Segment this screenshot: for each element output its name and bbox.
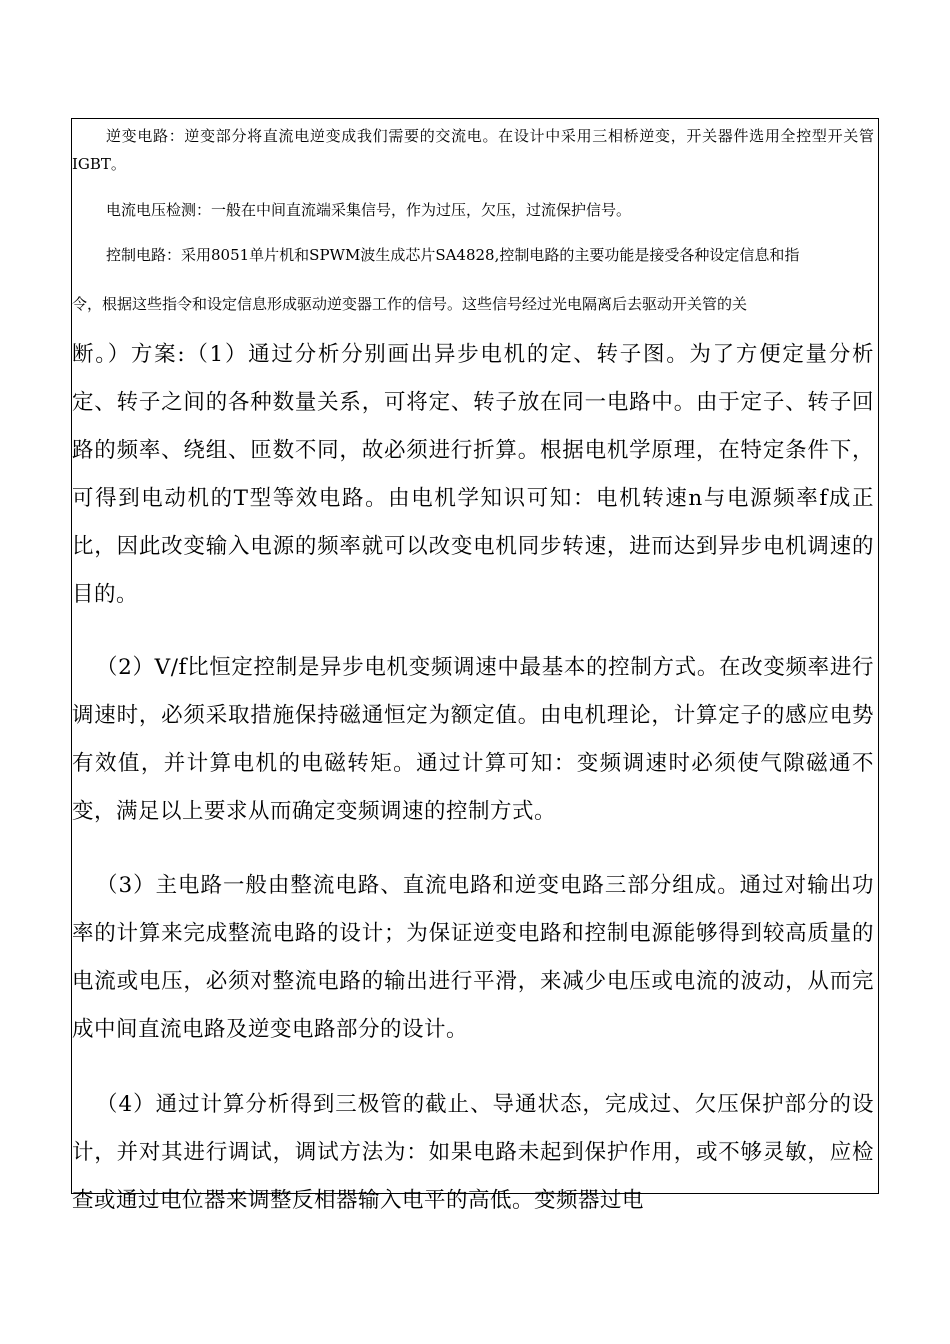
paragraph-scheme-2: （2）V/f比恒定控制是异步电机变频调速中最基本的控制方式。在改变频率进行调速时，必须采取措施保持磁通恒定为额定值。由电机理论，计算定子的感应电势有效值，并计算电机的电磁转矩。通过计算可知：变频调速时必须使气隙磁通不变，满足以上要求从而确定变频调速的控制方式。	[72, 655, 874, 824]
paragraph-control-circuit-line1: 控制电路：采用8051单片机和SPWM波生成芯片SA4828,控制电路的主要功能是接受各种设定信息和指	[106, 246, 800, 264]
paragraph-scheme-4: （4）通过计算分析得到三极管的截止、导通状态，完成过、欠压保护部分的设计，并对其进行调试，调试方法为：如果电路未起到保护作用，或不够灵敏，应检查或通过电位器来调整反相器输入电平的高低。变频器过电	[72, 1092, 874, 1213]
paragraph-inverter-circuit: 逆变电路：逆变部分将直流电逆变成我们需要的交流电。在设计中采用三相桥逆变，开关器件选用全控型开关管IGBT。	[72, 127, 874, 173]
paragraph-scheme-3: （3）主电路一般由整流电路、直流电路和逆变电路三部分组成。通过对输出功率的计算来完成整流电路的设计；为保证逆变电路和控制电源能够得到较高质量的电流或电压，必须对整流电路的输出进行平滑，来减少电压或电流的波动，从而完成中间直流电路及逆变电路部分的设计。	[72, 873, 874, 1042]
paragraph-scheme-1: 断。）方案:（1）通过分析分别画出异步电机的定、转子图。为了方便定量分析定、转子之间的各种数量关系，可将定、转子放在同一电路中。由于定子、转子回路的频率、绕组、匝数不同，故必须进行折算。根据电机学原理，在特定条件下，可得到电动机的T型等效电路。由电机学知识可知：电机转速n与电源频率f成正比，因此改变输入电源的频率就可以改变电机同步转速，进而达到异步电机调速的目的。	[72, 342, 874, 607]
paragraph-control-circuit-line2: 令，根据这些指令和设定信息形成驱动逆变器工作的信号。这些信号经过光电隔离后去驱动开关管的关	[72, 295, 748, 313]
paragraph-current-voltage-detection: 电流电压检测：一般在中间直流端采集信号，作为过压，欠压，过流保护信号。	[106, 201, 632, 219]
